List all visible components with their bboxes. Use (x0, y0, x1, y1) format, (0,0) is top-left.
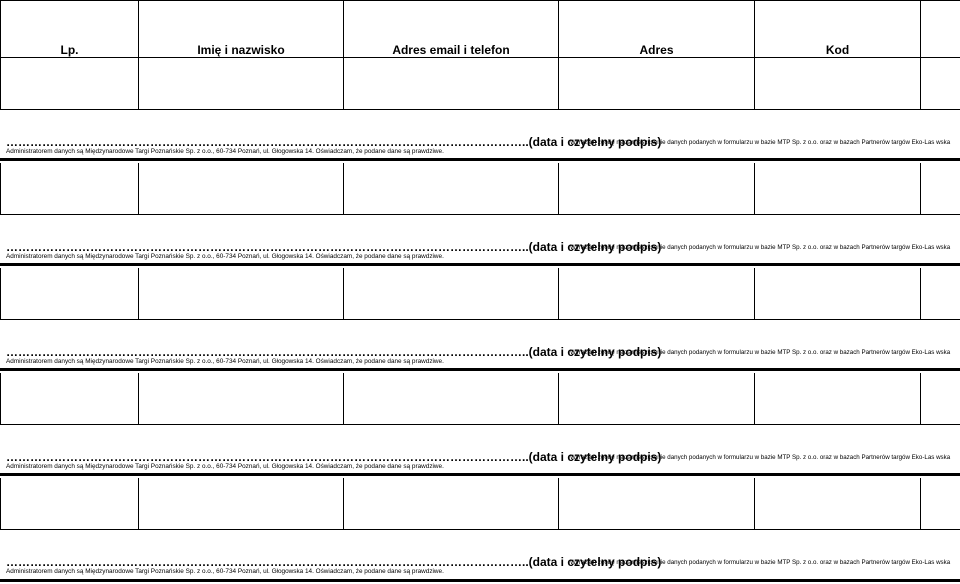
signature-line: …………………………………………………………………………………………………………………..(data i czytelny podpis) (6, 450, 662, 464)
admin-notice: Administratorem danych są Międzynarodowe Targi Poznańskie Sp. z o.o., 60-734 Poznań, ul. Głogowska 14. Oświadczam, że podane dane są prawdziwe. (6, 253, 444, 260)
cell-extra[interactable] (921, 478, 960, 530)
cell-name[interactable] (139, 373, 344, 425)
table-row (0, 163, 960, 267)
cell-lp[interactable] (0, 373, 139, 425)
cell-code[interactable] (755, 58, 921, 110)
table-row (0, 373, 960, 477)
admin-notice: Administratorem danych są Międzynarodowe Targi Poznańskie Sp. z o.o., 60-734 Poznań, ul. Głogowska 14. Oświadczam, że podane dane są prawdziwe. (6, 463, 444, 470)
consent-text: Wyrażam zgodę na zamieszczenie danych podanych w formularzu w bazie MTP Sp. z o.o. oraz w bazach Partnerów targów Eko-Las wska (570, 454, 951, 461)
cell-email-phone[interactable] (344, 478, 559, 530)
input-cells-row (0, 268, 960, 320)
cell-email-phone[interactable] (344, 373, 559, 425)
cell-name[interactable] (139, 268, 344, 320)
consent-text: Wyrażam zgodę na zamieszczenie danych podanych w formularzu w bazie MTP Sp. z o.o. oraz w bazach Partnerów targów Eko-Las wska (570, 559, 951, 566)
header-email-phone: Adres email i telefon (344, 1, 559, 59)
cell-email-phone[interactable] (344, 58, 559, 110)
signature-row (0, 425, 960, 477)
signature-row (0, 110, 960, 162)
row-separator (0, 263, 960, 266)
cell-address[interactable] (559, 268, 755, 320)
consent-text: Wyrażam zgodę na zamieszczenie danych podanych w formularzu w bazie MTP Sp. z o.o. oraz w bazach Partnerów targów Eko-Las wska (570, 139, 951, 146)
cell-name[interactable] (139, 58, 344, 110)
cell-address[interactable] (559, 163, 755, 215)
header-extra (921, 1, 960, 59)
signature-line: …………………………………………………………………………………………………………………..(data i czytelny podpis) (6, 135, 662, 149)
cell-lp[interactable] (0, 58, 139, 110)
cell-email-phone[interactable] (344, 268, 559, 320)
cell-code[interactable] (755, 373, 921, 425)
table-header-row (0, 0, 960, 58)
admin-notice: Administratorem danych są Międzynarodowe Targi Poznańskie Sp. z o.o., 60-734 Poznań, ul. Głogowska 14. Oświadczam, że podane dane są prawdziwe. (6, 148, 444, 155)
cell-name[interactable] (139, 163, 344, 215)
input-cells-row (0, 478, 960, 530)
header-name: Imię i nazwisko (139, 1, 344, 59)
table-row (0, 58, 960, 162)
signature-line: …………………………………………………………………………………………………………………..(data i czytelny podpis) (6, 345, 662, 359)
input-cells-row (0, 58, 960, 110)
consent-text: Wyrażam zgodę na zamieszczenie danych podanych w formularzu w bazie MTP Sp. z o.o. oraz w bazach Partnerów targów Eko-Las wska (570, 349, 951, 356)
cell-lp[interactable] (0, 163, 139, 215)
table-row (0, 478, 960, 582)
cell-email-phone[interactable] (344, 163, 559, 215)
cell-lp[interactable] (0, 478, 139, 530)
row-separator (0, 368, 960, 371)
input-cells-row (0, 163, 960, 215)
admin-notice: Administratorem danych są Międzynarodowe Targi Poznańskie Sp. z o.o., 60-734 Poznań, ul. Głogowska 14. Oświadczam, że podane dane są prawdziwe. (6, 358, 444, 365)
admin-notice: Administratorem danych są Międzynarodowe Targi Poznańskie Sp. z o.o., 60-734 Poznań, ul. Głogowska 14. Oświadczam, że podane dane są prawdziwe. (6, 568, 444, 575)
row-separator (0, 158, 960, 161)
signature-line: …………………………………………………………………………………………………………………..(data i czytelny podpis) (6, 240, 662, 254)
table-row (0, 268, 960, 372)
cell-code[interactable] (755, 478, 921, 530)
cell-extra[interactable] (921, 373, 960, 425)
row-separator (0, 579, 960, 582)
consent-text: Wyrażam zgodę na zamieszczenie danych podanych w formularzu w bazie MTP Sp. z o.o. oraz w bazach Partnerów targów Eko-Las wska (570, 244, 951, 251)
cell-address[interactable] (559, 478, 755, 530)
cell-address[interactable] (559, 58, 755, 110)
signature-row (0, 320, 960, 372)
header-address: Adres (559, 1, 755, 59)
signature-row (0, 530, 960, 582)
header-lp: Lp. (0, 1, 139, 59)
cell-lp[interactable] (0, 268, 139, 320)
cell-extra[interactable] (921, 163, 960, 215)
signature-line: …………………………………………………………………………………………………………………..(data i czytelny podpis) (6, 555, 662, 569)
cell-extra[interactable] (921, 58, 960, 110)
cell-extra[interactable] (921, 268, 960, 320)
cell-name[interactable] (139, 478, 344, 530)
signature-row (0, 215, 960, 267)
cell-code[interactable] (755, 163, 921, 215)
row-separator (0, 473, 960, 476)
cell-code[interactable] (755, 268, 921, 320)
input-cells-row (0, 373, 960, 425)
cell-address[interactable] (559, 373, 755, 425)
header-code: Kod (755, 1, 921, 59)
